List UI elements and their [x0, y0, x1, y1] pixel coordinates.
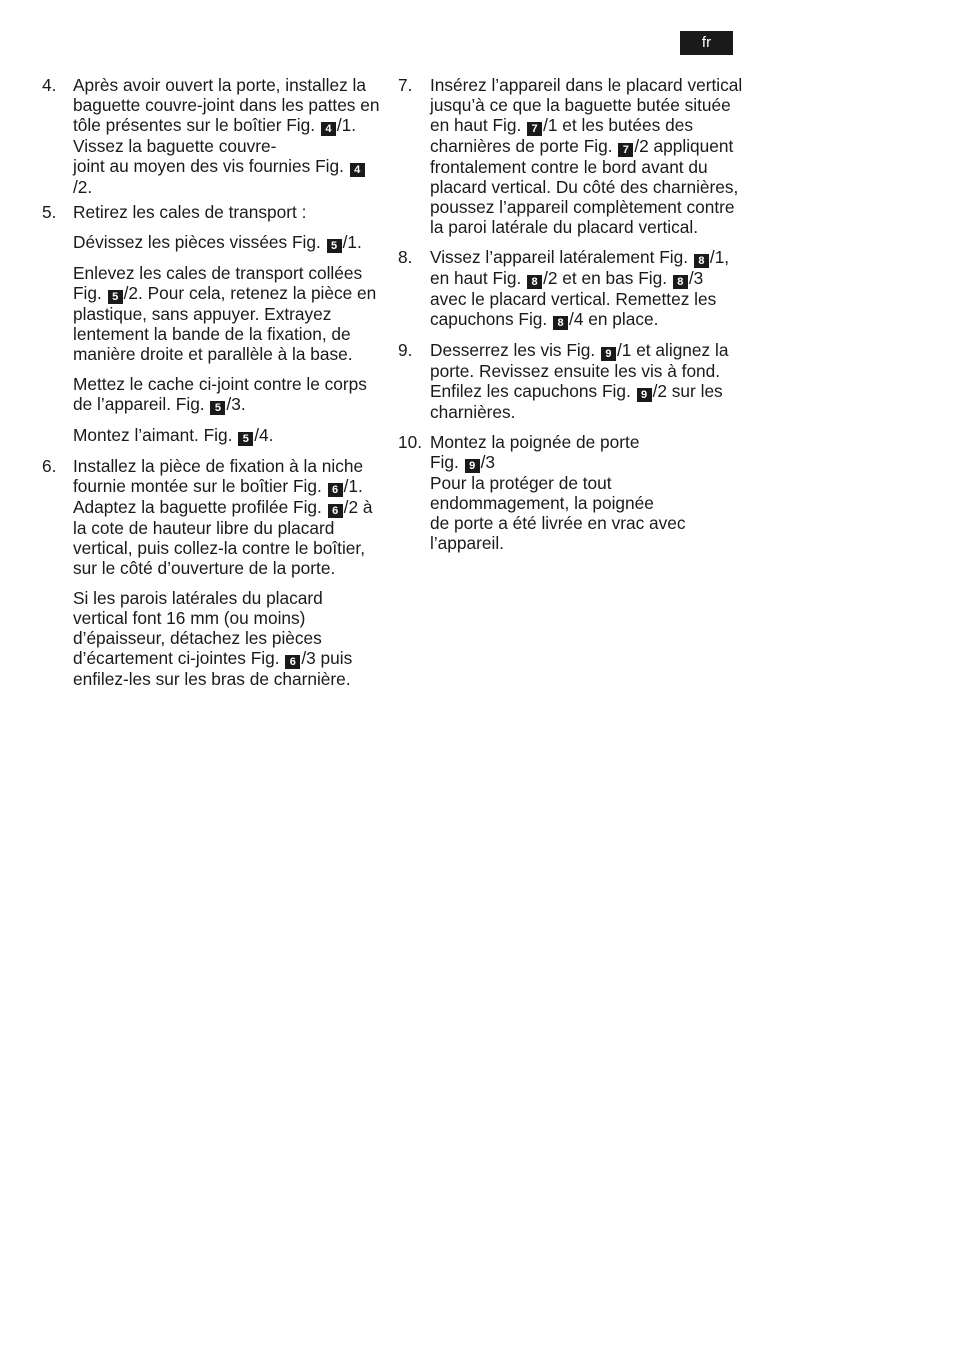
figure-ref-badge: 8	[694, 254, 709, 268]
step-text: Desserrez les vis Fig. 9 /1 et alignez la porte. Revissez ensuite les vis à fond. Enfilez les capuchons Fig. 9 /2 sur les charnières.	[430, 340, 729, 422]
figure-ref-badge: 9	[637, 388, 652, 402]
figure-ref-badge: 5	[210, 401, 225, 415]
step-intro: Retirez les cales de transport :	[73, 202, 307, 222]
step-number: 5.	[42, 202, 57, 222]
step-text: Installez la pièce de fixation à la niche fournie montée sur le boîtier Fig. 6 /1. Adaptez la baguette profilée Fig. 6 /2 à la cote de hauteur libre du placard vertical, puis collez-la contre le boîtier, sur le côté d’ouverture de la porte.	[73, 456, 373, 578]
step-text: Vissez l’appareil latéralement Fig. 8 /1, en haut Fig. 8 /2 et en bas Fig. 8 /3 avec le placard vertical. Remettez les capuchons Fig. 8 /4 en place.	[430, 247, 730, 329]
figure-ref-badge: 8	[527, 275, 542, 289]
step-number: 7.	[398, 75, 413, 95]
figure-ref-badge: 8	[673, 275, 688, 289]
figure-ref-badge: 4	[350, 163, 365, 177]
step-6	[42, 456, 382, 689]
step-4	[42, 75, 382, 197]
figure-ref-badge: 5	[327, 239, 342, 253]
step-text: Montez la poignée de porte Fig. 9 /3 Pour la protéger de tout endommagement, la poignée de porte a été livrée en vrac avec l’appareil.	[430, 432, 686, 553]
step-paragraph: Montez l’aimant. Fig. 5 /4.	[73, 425, 274, 445]
language-badge: fr	[680, 31, 733, 55]
figure-ref-badge: 6	[328, 483, 343, 497]
step-10	[398, 432, 743, 553]
step-paragraph: Mettez le cache ci-joint contre le corps de l’appareil. Fig. 5 /3.	[73, 374, 367, 414]
figure-ref-badge: 8	[553, 316, 568, 330]
step-paragraph: Dévissez les pièces vissées Fig. 5 /1.	[73, 232, 362, 252]
step-number: 9.	[398, 340, 413, 360]
figure-ref-badge: 9	[601, 347, 616, 361]
right-column	[398, 75, 743, 553]
step-text: Insérez l’appareil dans le placard vertical jusqu’à ce que la baguette butée située en haut Fig. 7 /1 et les butées des charnières de porte Fig. 7 /2 appliquent frontalement contre le bord avant du placard vertical. Du côté des charnières, poussez l’appareil complètement contre la paroi latérale du placard vertical.	[430, 75, 743, 237]
figure-ref-badge: 7	[527, 122, 542, 136]
left-column	[42, 75, 382, 689]
figure-ref-badge: 4	[321, 122, 336, 136]
figure-ref-badge: 6	[328, 504, 343, 518]
step-number: 8.	[398, 247, 413, 267]
step-9	[398, 340, 743, 422]
step-8	[398, 247, 743, 330]
step-number: 6.	[42, 456, 57, 476]
figure-ref-badge: 5	[238, 432, 253, 446]
step-5	[42, 202, 382, 446]
step-paragraph: Si les parois latérales du placard vertical font 16 mm (ou moins) d’épaisseur, détachez les pièces d’écartement ci-jointes Fig. 6 /3 puis enfilez-les sur les bras de charnière.	[73, 588, 353, 689]
step-number: 10.	[398, 432, 423, 452]
figure-ref-badge: 9	[465, 459, 480, 473]
step-text: Après avoir ouvert la porte, installez la baguette couvre-joint dans les pattes en tôle présentes sur le boîtier Fig. 4 /1. Vissez la baguette couvre- joint au moyen des vis fournies Fig. 4/2.	[73, 75, 380, 197]
step-paragraph: Enlevez les cales de transport collées Fig. 5 /2. Pour cela, retenez la pièce en plastique, sans appuyer. Extrayez lentement la bande de la fixation, de manière droite et parallèle à la base.	[73, 263, 377, 364]
figure-ref-badge: 5	[108, 290, 123, 304]
step-7	[398, 75, 743, 237]
figure-ref-badge: 7	[618, 143, 633, 157]
figure-ref-badge: 6	[285, 655, 300, 669]
step-number: 4.	[42, 75, 57, 95]
